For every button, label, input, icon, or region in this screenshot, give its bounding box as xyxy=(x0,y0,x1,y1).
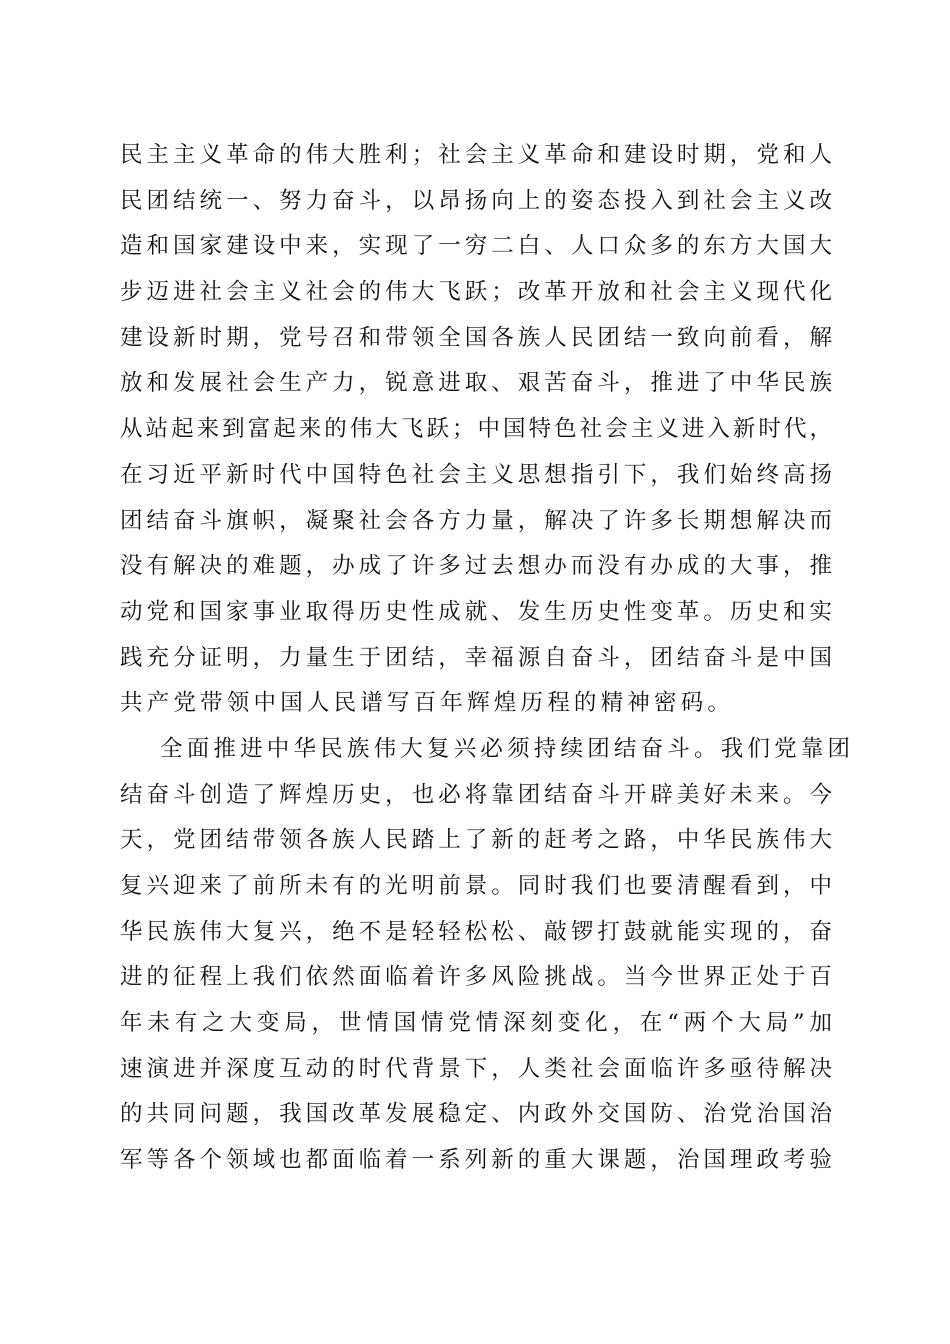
text-line: 造和国家建设中来，实现了一穷二白、人口众多的东方大国大 xyxy=(120,233,832,260)
text-line-last: 共产党带领中国人民谱写百年辉煌历程的精神密码。 xyxy=(120,690,735,717)
text-line: 践充分证明，力量生于团结，幸福源自奋斗，团结奋斗是中国 xyxy=(120,644,832,671)
text-line: 天，党团结带领各族人民踏上了新的赶考之路，中华民族伟大 xyxy=(120,827,832,854)
text-line: 民团结统一、努力奋斗，以昂扬向上的姿态投入到社会主义改 xyxy=(120,187,832,214)
paragraph-first-line: 全面推进中华民族伟大复兴必须持续团结奋斗。我们党靠团 xyxy=(160,735,855,762)
text-line: 军等各个领域也都面临着一系列新的重大课题，治国理政考验 xyxy=(120,1147,832,1174)
text-line: 放和发展社会生产力，锐意进取、艰苦奋斗，推进了中华民族 xyxy=(120,370,832,397)
body-text xyxy=(120,133,855,1184)
text-line: 在习近平新时代中国特色社会主义思想指引下，我们始终高扬 xyxy=(120,461,832,488)
text-line: 没有解决的难题，办成了许多过去想办而没有办成的大事，推 xyxy=(120,553,832,580)
text-line: 的共同问题，我国改革发展稳定、内政外交国防、治党治国治 xyxy=(120,1101,832,1128)
text-line: 民主主义革命的伟大胜利；社会主义革命和建设时期，党和人 xyxy=(120,142,832,168)
text-line: 步迈进社会主义社会的伟大飞跃；改革开放和社会主义现代化 xyxy=(120,279,832,306)
text-line: 建设新时期，党号召和带领全国各族人民团结一致向前看，解 xyxy=(120,324,832,351)
text-line: 从站起来到富起来的伟大飞跃；中国特色社会主义进入新时代， xyxy=(120,416,832,443)
text-line: 进的征程上我们依然面临着许多风险挑战。当今世界正处于百 xyxy=(120,964,832,991)
text-line: 结奋斗创造了辉煌历史，也必将靠团结奋斗开辟美好未来。今 xyxy=(120,781,832,808)
text-line: 华民族伟大复兴，绝不是轻轻松松、敲锣打鼓就能实现的，奋 xyxy=(120,918,832,945)
text-line: 年未有之大变局，世情国情党情深刻变化，在“两个大局”加 xyxy=(120,1010,832,1037)
text-line: 复兴迎来了前所未有的光明前景。同时我们也要清醒看到，中 xyxy=(120,873,832,899)
text-line: 速演进并深度互动的时代背景下，人类社会面临许多亟待解决 xyxy=(120,1055,832,1082)
text-line: 团结奋斗旗帜，凝聚社会各方力量，解决了许多长期想解决而 xyxy=(120,507,832,534)
text-line: 动党和国家事业取得历史性成就、发生历史性变革。历史和实 xyxy=(120,598,832,625)
